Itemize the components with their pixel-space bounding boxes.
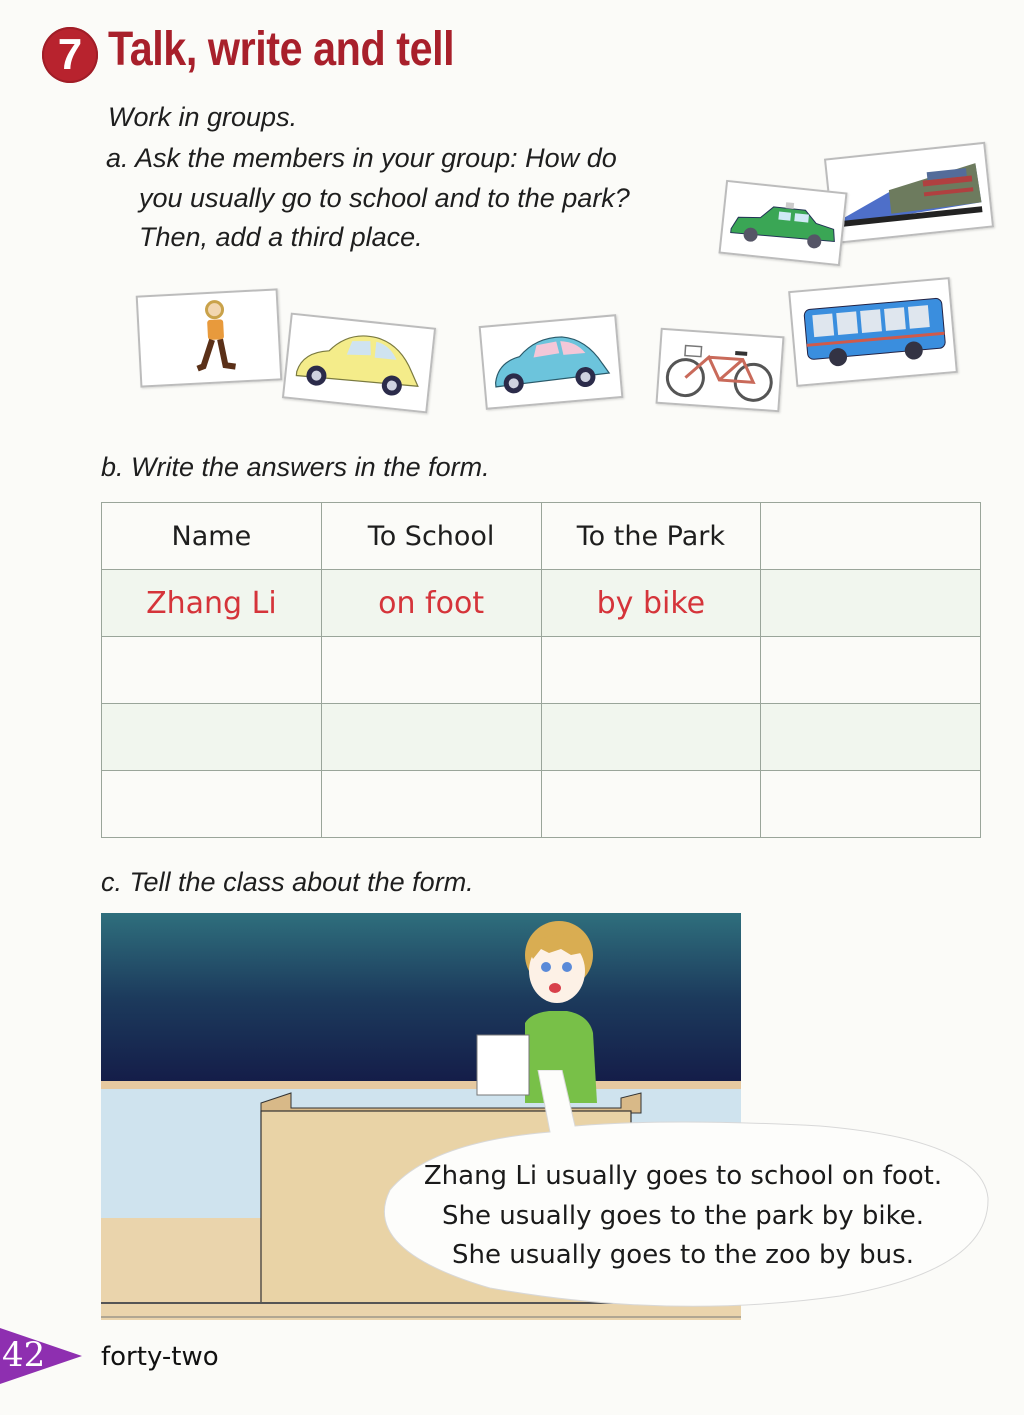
bicycle-card <box>656 328 785 412</box>
instruction-a-line3: Then, add a third place. <box>139 222 423 252</box>
yellow-car-card <box>282 313 436 414</box>
cell-name[interactable] <box>102 637 322 704</box>
cell-name[interactable] <box>102 704 322 771</box>
section-title: Talk, write and tell <box>108 23 455 76</box>
cell-third-place[interactable] <box>761 771 981 838</box>
instruction-intro: Work in groups. <box>108 102 298 132</box>
train-icon <box>826 144 992 242</box>
table-row <box>102 637 981 704</box>
bicycle-icon <box>658 330 783 410</box>
cell-third-place[interactable] <box>761 570 981 637</box>
cell-to-school[interactable]: on foot <box>321 570 541 637</box>
walking-card <box>136 288 283 387</box>
blue-car-card <box>479 314 624 410</box>
table-row <box>102 771 981 838</box>
cell-third-place[interactable] <box>761 637 981 704</box>
speech-line-2: She usually goes to the park by bike. <box>441 1200 924 1231</box>
bus-card <box>788 277 958 387</box>
instruction-b: b. Write the answers in the form. <box>101 452 490 482</box>
blue-car-icon <box>481 316 621 407</box>
page-number: 42 <box>2 1335 46 1375</box>
cell-to-park[interactable] <box>541 771 761 838</box>
taxi-card <box>718 180 847 266</box>
speech-line-1: Zhang Li usually goes to school on foot. <box>423 1161 943 1191</box>
cell-third-place[interactable] <box>761 704 981 771</box>
table-row <box>102 570 981 637</box>
cell-to-school[interactable] <box>321 704 541 771</box>
header-to-the-park: To the Park <box>541 503 761 570</box>
header-name: Name <box>102 503 322 570</box>
cell-to-park[interactable]: by bike <box>541 570 761 637</box>
cell-name[interactable] <box>102 771 322 838</box>
table-row <box>102 704 981 771</box>
answer-form-table <box>101 502 981 838</box>
header-to-school: To School <box>321 503 541 570</box>
bus-icon <box>790 279 955 384</box>
section-number-badge: 7 <box>42 27 98 83</box>
walking-person-icon <box>138 290 280 385</box>
taxi-icon <box>721 182 846 264</box>
cell-name[interactable]: Zhang Li <box>102 570 322 637</box>
header-third-place[interactable] <box>761 503 981 570</box>
speech-bubble-text <box>378 1157 988 1276</box>
cell-to-school[interactable] <box>321 771 541 838</box>
cell-to-park[interactable] <box>541 637 761 704</box>
train-card <box>824 142 994 244</box>
page-number-words: forty-two <box>101 1342 219 1372</box>
cell-to-school[interactable] <box>321 637 541 704</box>
yellow-car-icon <box>284 315 434 411</box>
cell-to-park[interactable] <box>541 704 761 771</box>
instruction-a-line1: a. Ask the members in your group: How do <box>106 143 617 173</box>
speech-line-3: She usually goes to the zoo by bus. <box>452 1240 914 1270</box>
table-header-row <box>102 503 981 570</box>
instruction-c: c. Tell the class about the form. <box>101 867 474 897</box>
instruction-a-line2: you usually go to school and to the park? <box>139 183 630 213</box>
